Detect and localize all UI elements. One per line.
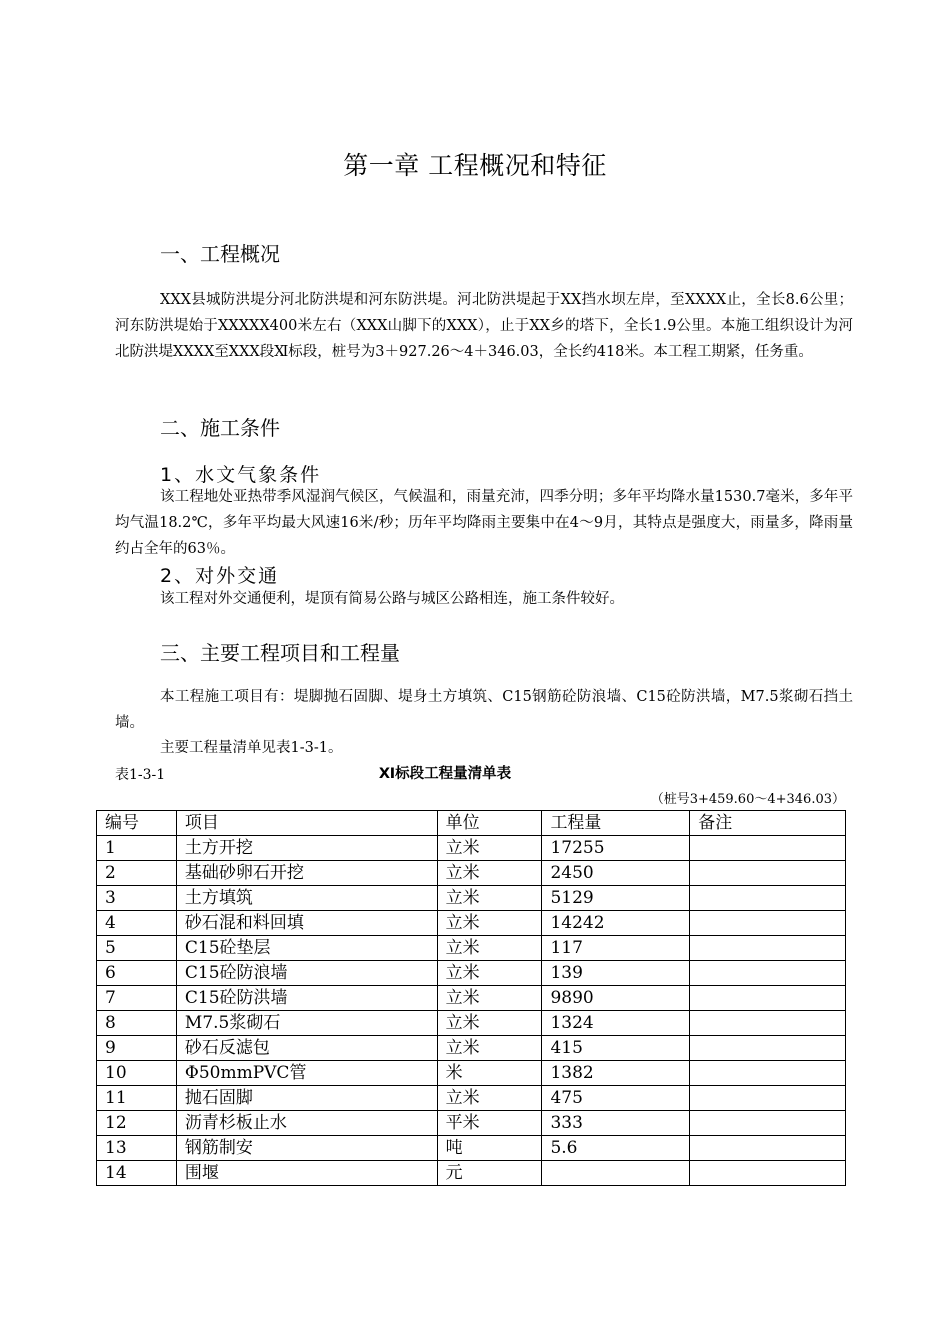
table-cell: 14 [97,1161,177,1186]
table-cell: 立米 [437,911,542,936]
table-cell: 2 [97,861,177,886]
table-cell [542,1161,690,1186]
table-cell: Φ50mmPVC管 [176,1061,437,1086]
table-cell: 14242 [542,911,690,936]
table-cell [690,861,846,886]
table-cell: 1382 [542,1061,690,1086]
table-cell: 砂石混和料回填 [176,911,437,936]
table-cell: 12 [97,1111,177,1136]
table-row [97,911,846,936]
chapter-title: 第一章 工程概况和特征 [343,151,607,180]
table-cell: 333 [542,1111,690,1136]
table-cell: 1 [97,836,177,861]
table-cell: 8 [97,1011,177,1036]
table-row [97,1061,846,1086]
table-cell: 立米 [437,986,542,1011]
table-row [97,1161,846,1186]
header-cell: 备注 [690,811,846,836]
table-row [97,836,846,861]
table-cell: 415 [542,1036,690,1061]
table-cell: 钢筋制安 [176,1136,437,1161]
table-label: 表1-3-1 [115,767,166,783]
table-cell: 9890 [542,986,690,1011]
table-cell: 元 [437,1161,542,1186]
table-cell: 米 [437,1061,542,1086]
table-reference-text: 主要工程量清单见表1-3-1。 [160,740,343,756]
table-cell [690,911,846,936]
transport-paragraph: 该工程对外交通便利，堤顶有简易公路与城区公路相连，施工条件较好。 [160,591,624,607]
table-cell: 土方开挖 [176,836,437,861]
table-row [97,886,846,911]
table-cell [690,886,846,911]
section3-paragraph: 本工程施工项目有：堤脚抛石固脚、堤身土方填筑、C15钢筋砼防浪墙、C15砼防洪墙，M7.5浆砌石挡土墙。 [115,689,853,731]
table-cell [690,1136,846,1161]
table-row [97,1111,846,1136]
table-cell: 3 [97,886,177,911]
table-cell [690,1036,846,1061]
table-cell: 10 [97,1061,177,1086]
header-cell: 工程量 [542,811,690,836]
table-cell: 立米 [437,836,542,861]
table-row [97,1086,846,1111]
table-cell: 沥青杉板止水 [176,1111,437,1136]
table-cell: 17255 [542,836,690,861]
table-cell [690,836,846,861]
table-cell: 6 [97,961,177,986]
quantity-table [96,810,846,1186]
table-cell: 抛石固脚 [176,1086,437,1111]
table-cell [690,1086,846,1111]
table-cell: 立米 [437,1011,542,1036]
table-cell [690,961,846,986]
table-row [97,1136,846,1161]
table-cell: 475 [542,1086,690,1111]
table-row [97,1011,846,1036]
section1-paragraph: XXX县城防洪堤分河北防洪堤和河东防洪堤。河北防洪堤起于XX挡水坝左岸，至XXXX止，全长8.6公里；河东防洪堤始于XXXXX400米左右（XXX山脚下的XXX），止于XX乡的塔下，全长1.9公里。本施工组织设计为河北防洪堤XXXX至XXX段Ⅺ标段，桩号为3＋927.26～4＋346.03，全长约418米。本工程工期紧，任务重。 [115,292,853,360]
table-cell [690,1111,846,1136]
table-row [97,961,846,986]
table-cell: 土方填筑 [176,886,437,911]
table-cell: 5.6 [542,1136,690,1161]
table-cell: 5129 [542,886,690,911]
table-cell: 11 [97,1086,177,1111]
table-cell: 立米 [437,961,542,986]
table-row [97,861,846,886]
table-cell: M7.5浆砌石 [176,1011,437,1036]
table-cell: 基础砂卵石开挖 [176,861,437,886]
table-row [97,1036,846,1061]
table-cell [690,936,846,961]
table-row [97,936,846,961]
table-cell: 1324 [542,1011,690,1036]
table-cell: 立米 [437,1086,542,1111]
table-cell: 围堰 [176,1161,437,1186]
table-row [97,986,846,1011]
table-cell: 2450 [542,861,690,886]
table-cell: C15砼防浪墙 [176,961,437,986]
table-cell: 立米 [437,886,542,911]
table-note: （桩号3+459.60～4+346.03） [650,792,845,807]
section3-heading: 三、主要工程项目和工程量 [160,641,400,665]
table-cell [690,1161,846,1186]
table-cell: 4 [97,911,177,936]
table-cell: 砂石反滤包 [176,1036,437,1061]
table-cell: 平米 [437,1111,542,1136]
table-cell: 5 [97,936,177,961]
table-title: Ⅺ标段工程量清单表 [378,766,512,782]
header-cell: 项目 [176,811,437,836]
table-cell: 13 [97,1136,177,1161]
table-cell: C15砼防洪墙 [176,986,437,1011]
section2-heading: 二、施工条件 [160,416,280,440]
table-header-row [97,811,846,836]
table-cell: 7 [97,986,177,1011]
table-cell [690,1011,846,1036]
table-cell: 立米 [437,1036,542,1061]
subsection-hydrology-heading: 1、水文气象条件 [160,464,322,486]
table-cell: 139 [542,961,690,986]
table-cell: C15砼垫层 [176,936,437,961]
table-cell: 立米 [437,861,542,886]
header-cell: 编号 [97,811,177,836]
table-cell: 吨 [437,1136,542,1161]
table-cell: 117 [542,936,690,961]
hydrology-paragraph: 该工程地处亚热带季风湿润气候区，气候温和，雨量充沛，四季分明；多年平均降水量1530.7毫米，多年平均气温18.2℃，多年平均最大风速16米/秒；历年平均降雨主要集中在4～9月，其特点是强度大，雨量多，降雨量约占全年的63％。 [115,489,853,557]
header-cell: 单位 [437,811,542,836]
section1-heading: 一、工程概况 [160,242,280,266]
table-cell: 立米 [437,936,542,961]
subsection-transport-heading: 2、对外交通 [160,565,280,587]
table-cell [690,986,846,1011]
table-cell [690,1061,846,1086]
table-cell: 9 [97,1036,177,1061]
